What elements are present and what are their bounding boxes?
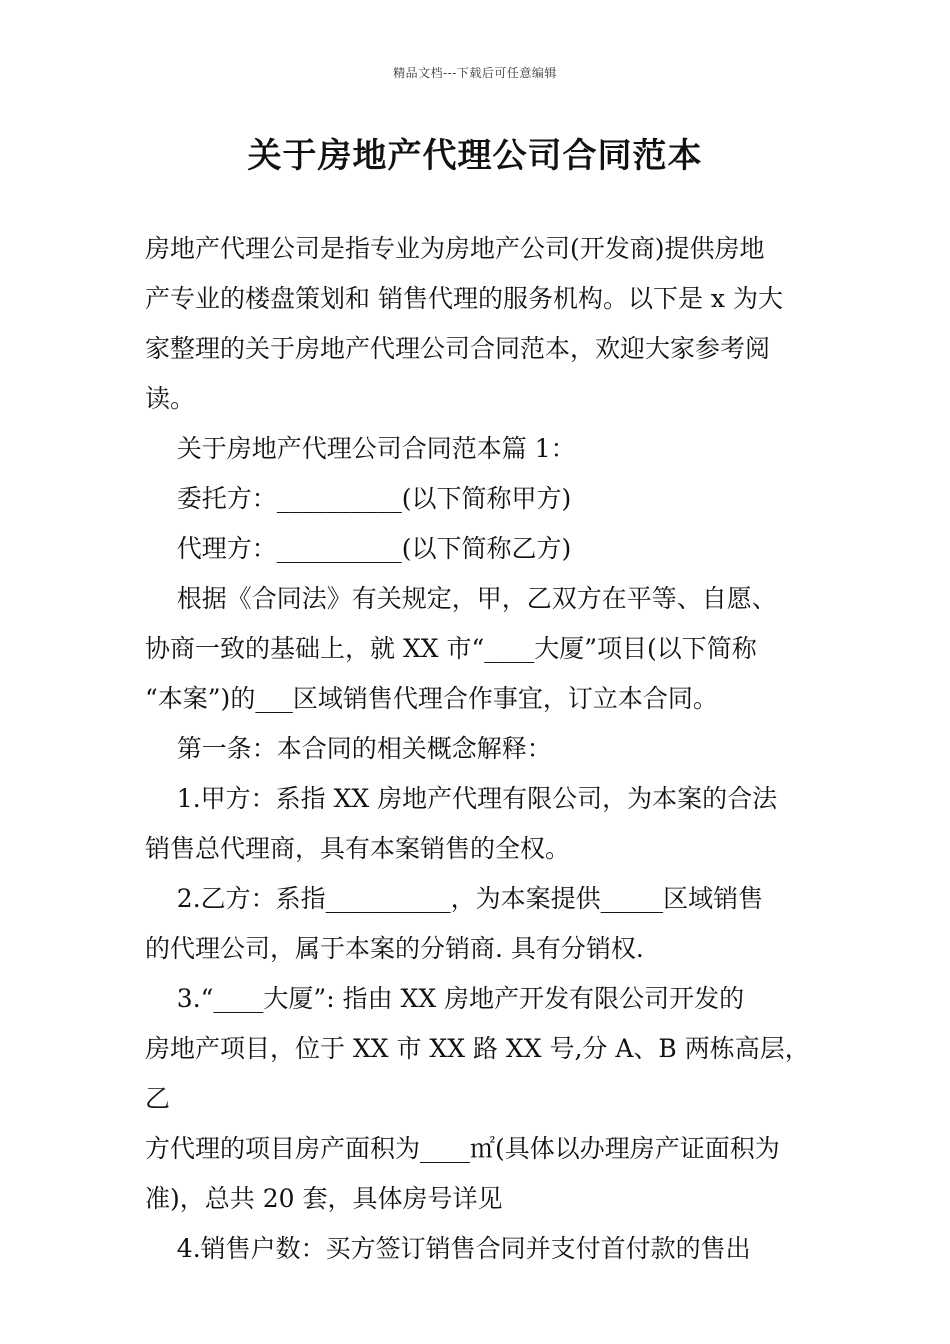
- page-header: 精品文档---下载后可任意编辑: [393, 66, 557, 80]
- body-line: 房地产代理公司是指专业为房地产公司(开发商)提供房地: [145, 234, 765, 263]
- body-line: 1.甲方：系指 XX 房地产代理有限公司，为本案的合法: [145, 784, 778, 813]
- body-line: 根据《合同法》有关规定，甲，乙双方在平等、自愿、: [145, 584, 777, 613]
- body-line: 房地产项目，位于 XX 市 XX 路 XX 号,分 A、B 两栋高层， 乙: [145, 1034, 818, 1113]
- body-line: 产专业的楼盘策划和 销售代理的服务机构。以下是 x 为大: [145, 284, 783, 313]
- body-line: 关于房地产代理公司合同范本篇 1：: [145, 434, 576, 463]
- document-body: [145, 224, 818, 1274]
- body-line: 的代理公司，属于本案的分销商. 具有分销权.: [145, 934, 644, 963]
- body-line: 读。: [145, 384, 196, 413]
- body-line: 第一条：本合同的相关概念解释：: [145, 734, 552, 763]
- body-line: “本案”)的___区域销售代理合作事宜，订立本合同。: [145, 684, 718, 713]
- document-title: 关于房地产代理公司合同范本: [247, 136, 703, 176]
- body-line: 准)，总共 20 套，具体房号详见: [145, 1184, 503, 1213]
- body-line: 4.销售户数：买方签订销售合同并支付首付款的售出: [145, 1234, 751, 1263]
- body-line: 方代理的项目房产面积为____㎡(具体以办理房产证面积为: [145, 1134, 780, 1163]
- body-line: 委托方：__________(以下简称甲方): [145, 484, 572, 513]
- body-line: 家整理的关于房地产代理公司合同范本，欢迎大家参考阅: [145, 334, 771, 363]
- body-line: 销售总代理商，具有本案销售的全权。: [145, 834, 571, 863]
- body-line: 协商一致的基础上，就 XX 市“____大厦”项目(以下简称: [145, 634, 757, 663]
- body-line: 代理方：__________(以下简称乙方): [145, 534, 572, 563]
- body-line: 2.乙方：系指__________，为本案提供_____区域销售: [145, 884, 764, 913]
- body-line: 3.“____大厦”: 指由 XX 房地产开发有限公司开发的: [145, 984, 745, 1013]
